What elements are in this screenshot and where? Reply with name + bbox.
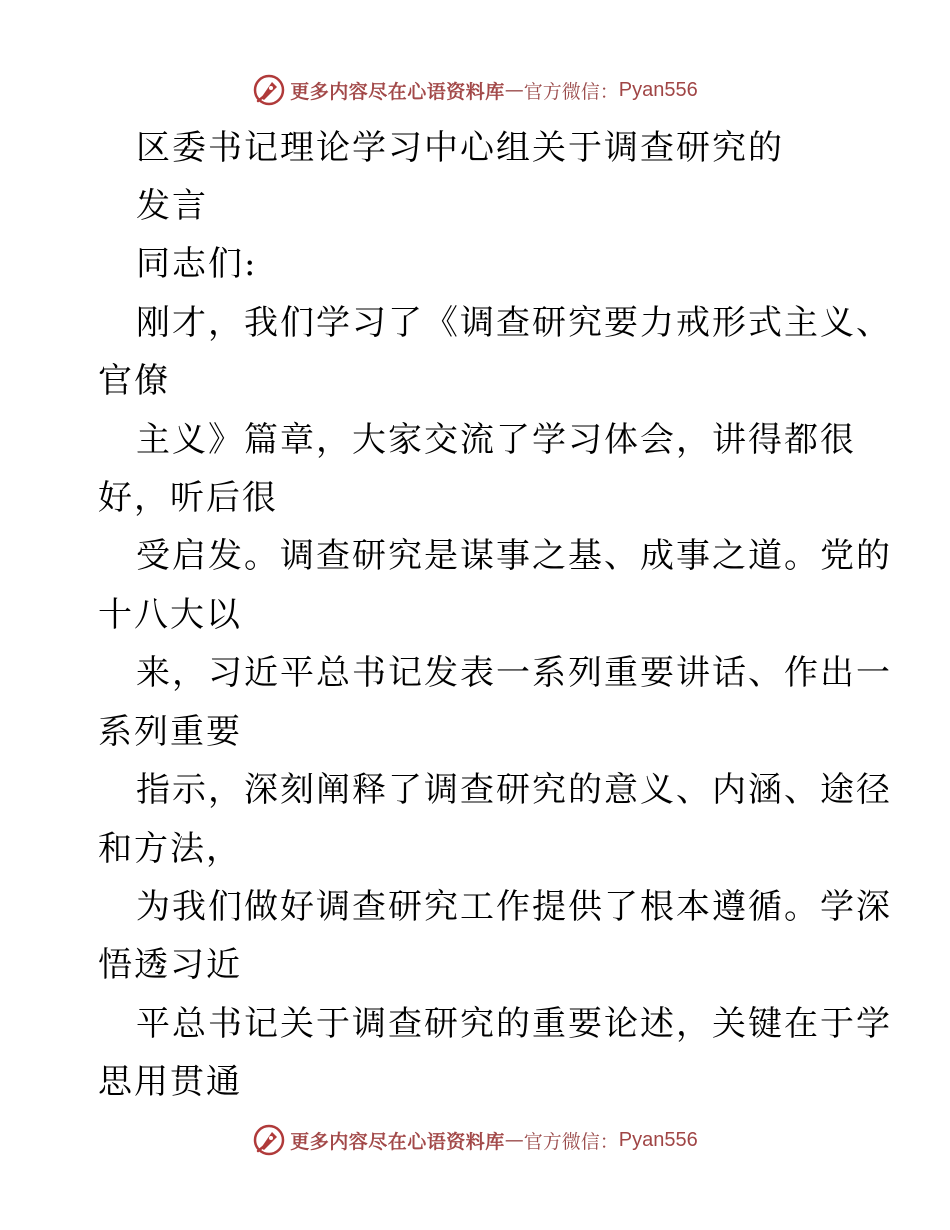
watermark-brand-text: 更多内容尽在心语资料库 <box>290 80 505 103</box>
footer-watermark <box>0 1120 950 1160</box>
paragraph-line: 平总书记关于调查研究的重要论述，关键在于学 <box>136 1004 892 1044</box>
paragraph-line: 思用贯通 <box>98 1062 242 1102</box>
paragraph-line: 指示，深刻阐释了调查研究的意义、内涵、途径 <box>136 770 892 810</box>
pen-nib-logo-icon <box>252 1123 286 1157</box>
paragraph-line: 受启发。调查研究是谋事之基、成事之道。党的 <box>136 536 892 576</box>
watermark-dash: — <box>504 79 524 101</box>
watermark-wechat-label: 官方微信： <box>523 80 619 103</box>
paragraph-line: 来，习近平总书记发表一系列重要讲话、作出一 <box>136 653 892 693</box>
document-title-line-1: 区委书记理论学习中心组关于调查研究的 <box>136 128 784 168</box>
watermark-wechat-id: Pyan556 <box>618 1128 698 1151</box>
watermark-wechat-id: Pyan556 <box>618 78 698 101</box>
salutation: 同志们: <box>136 244 258 284</box>
paragraph-line: 刚才，我们学习了《调查研究要力戒形式主义、 <box>136 303 892 343</box>
paragraph-line: 主义》篇章，大家交流了学习体会，讲得都很 <box>136 420 856 460</box>
paragraph-line: 好，听后很 <box>98 478 278 518</box>
watermark-brand-text: 更多内容尽在心语资料库 <box>290 1130 505 1153</box>
paragraph-line: 系列重要 <box>98 712 242 752</box>
paragraph-line: 和方法， <box>98 829 242 869</box>
paragraph-line: 十八大以 <box>98 595 242 635</box>
paragraph-line: 为我们做好调查研究工作提供了根本遵循。学深 <box>136 887 892 927</box>
paragraph-line: 悟透习近 <box>98 945 242 985</box>
watermark-dash: — <box>504 1129 524 1151</box>
watermark-wechat-label: 官方微信： <box>523 1130 619 1153</box>
paragraph-line: 官僚 <box>98 361 170 401</box>
document-title-line-2: 发言 <box>136 186 208 226</box>
